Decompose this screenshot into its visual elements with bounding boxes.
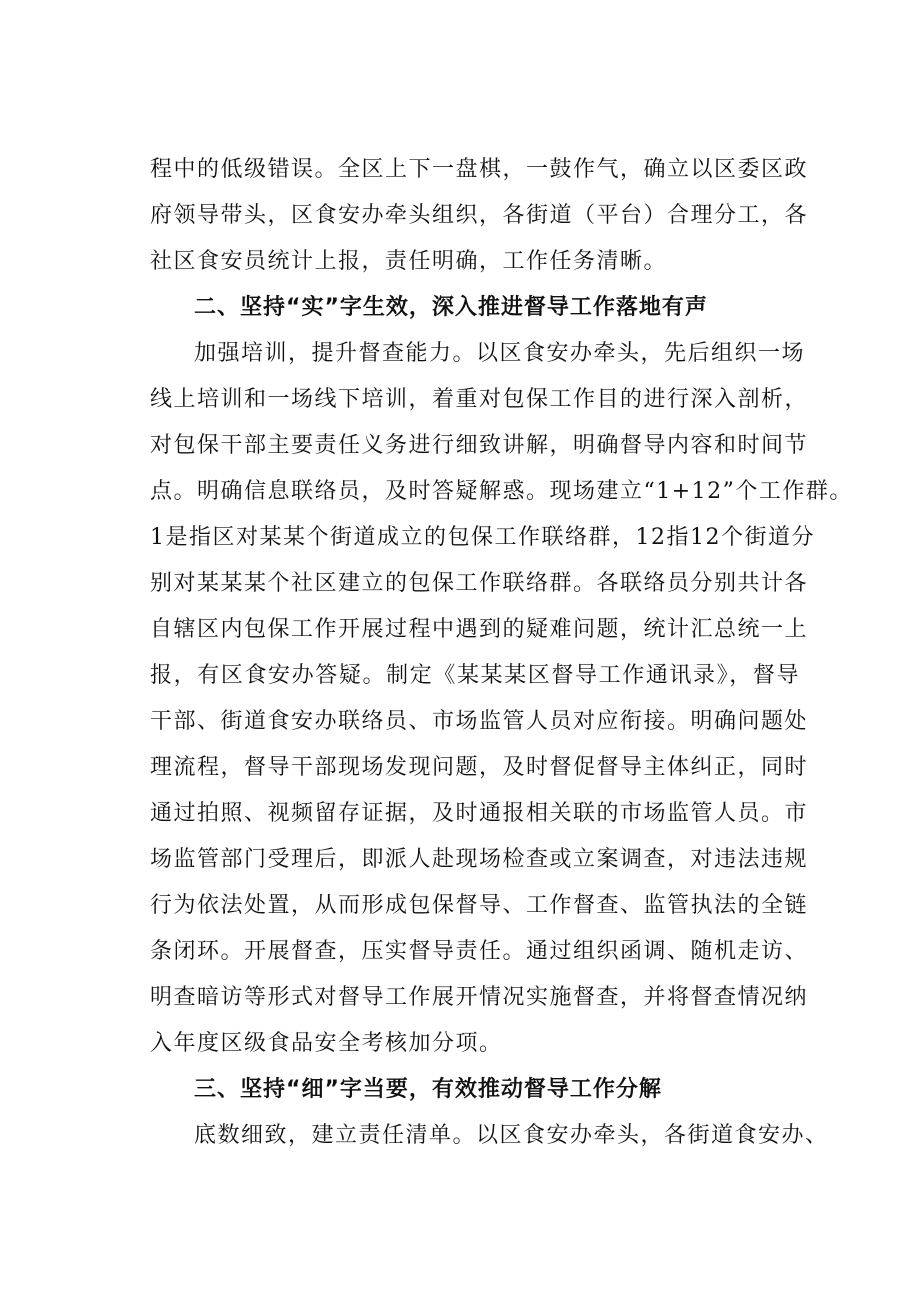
paragraph-line: 府领导带头，区食安办牵头组织，各街道（平台）合理分工，各 <box>150 203 809 228</box>
paragraph-line: 条闭环。开展督查，压实督导责任。通过组织函调、随机走访、 <box>150 939 809 964</box>
paragraph-line: 通过拍照、视频留存证据，及时通报相关联的市场监管人员。市 <box>150 801 809 826</box>
section-heading-3: 三、坚持“细”字当要，有效推动督导工作分解 <box>194 1077 662 1102</box>
paragraph-line: 对包保干部主要责任义务进行细致讲解，明确督导内容和时间节 <box>150 433 809 458</box>
paragraph-line: 报，有区食安办答疑。制定《某某某区督导工作通讯录》，督导 <box>150 663 800 688</box>
paragraph-line: 入年度区级食品安全考核加分项。 <box>150 1031 503 1056</box>
paragraph-line: 1是指区对某某个街道成立的包保工作联络群，12指12个街道分 <box>150 525 815 550</box>
paragraph-line: 行为依法处置，从而形成包保督导、工作督查、监管执法的全链 <box>150 893 809 918</box>
paragraph-line: 程中的低级错误。全区上下一盘棋，一鼓作气，确立以区委区政 <box>150 157 809 182</box>
document-body-tail <box>150 1116 829 1156</box>
paragraph-line: 底数细致，建立责任清单。以区食安办牵头，各街道食安办、 <box>194 1123 829 1148</box>
paragraph-line: 场监管部门受理后，即派人赴现场检查或立案调查，对违法违规 <box>150 847 809 872</box>
paragraph-line: 社区食安员统计上报，责任明确，工作任务清晰。 <box>150 249 668 274</box>
paragraph-line: 线上培训和一场线下培训，着重对包保工作目的进行深入剖析， <box>150 387 809 412</box>
section-heading-2: 二、坚持“实”字生效，深入推进督导工作落地有声 <box>194 295 708 320</box>
paragraph-line: 加强培训，提升督查能力。以区食安办牵头，先后组织一场 <box>194 341 806 366</box>
paragraph-line: 别对某某某个社区建立的包保工作联络群。各联络员分别共计各 <box>150 571 809 596</box>
document-body <box>150 150 853 1110</box>
paragraph-line: 明查暗访等形式对督导工作展开情况实施督查，并将督查情况纳 <box>150 985 809 1010</box>
paragraph-line: 自辖区内包保工作开展过程中遇到的疑难问题，统计汇总统一上 <box>150 617 809 642</box>
paragraph-line: 理流程，督导干部现场发现问题，及时督促督导主体纠正，同时 <box>150 755 809 780</box>
paragraph-line: 点。明确信息联络员，及时答疑解惑。现场建立“1+12”个工作群。 <box>150 479 853 504</box>
paragraph-line: 干部、街道食安办联络员、市场监管人员对应衔接。明确问题处 <box>150 709 809 734</box>
